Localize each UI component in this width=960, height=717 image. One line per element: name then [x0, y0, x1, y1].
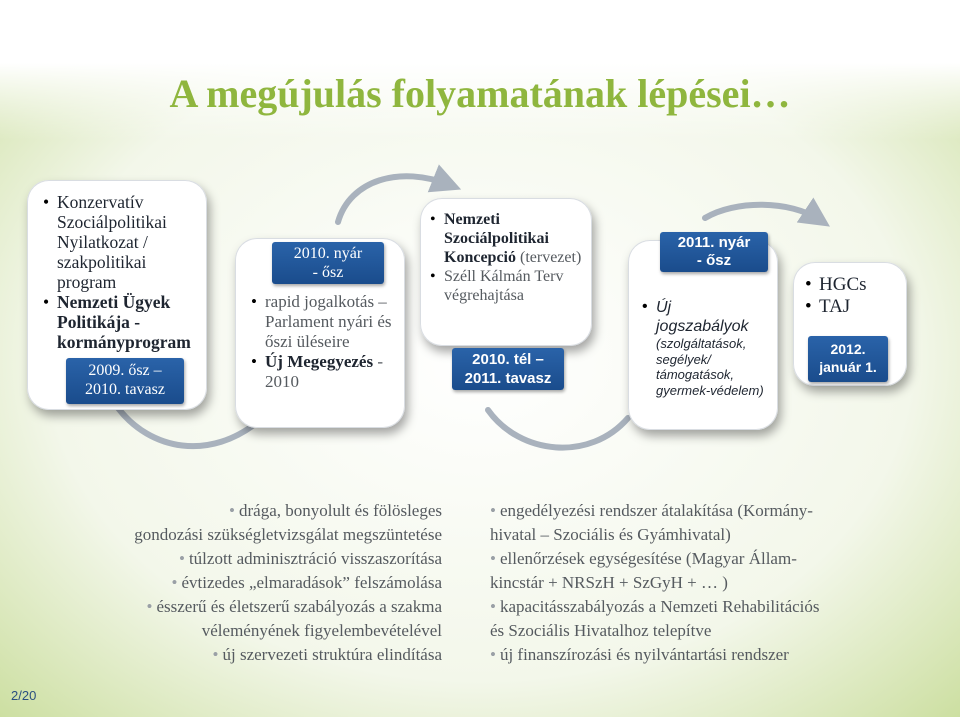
date-tag-4-line2: - ősz: [696, 252, 732, 269]
page-title: A megújulás folyamatának lépései…: [169, 71, 791, 116]
date-tag-5-line2: január 1.: [819, 359, 877, 375]
right-row-6: [490, 619, 940, 643]
left-row-7: [20, 643, 442, 667]
date-tag-5: [808, 336, 888, 382]
right-row-6-text: és Szociális Hivatalhoz telepítve: [490, 621, 712, 640]
right-row-1: [490, 499, 940, 523]
card-2-item-2: [251, 352, 397, 392]
date-tag-2-line2: - ősz: [312, 264, 344, 281]
right-row-4-text: kincstár + NRSzH + SzGyH + … ): [490, 573, 728, 592]
card-1-item-1-text: Konzervatív Szociálpolitikai Nyilatkozat / szakpolitikai program: [57, 192, 167, 292]
date-tag-3: [452, 348, 564, 390]
left-measures-list: [20, 499, 442, 667]
left-row-4: [20, 571, 442, 595]
left-row-4-text: évtizedes „elmaradások” felszámolása: [181, 573, 442, 592]
bullet-icon: •: [229, 501, 235, 520]
date-tag-3-line1: 2010. tél –: [472, 351, 544, 368]
right-row-3: [490, 547, 940, 571]
right-row-3-text: ellenőrzések egységesítése (Magyar Állam-: [499, 549, 797, 568]
right-measures-list: [490, 499, 940, 667]
bullet-icon: •: [146, 597, 153, 616]
date-tag-3-line2: 2011. tavasz: [464, 370, 552, 387]
left-row-2: [20, 523, 442, 547]
right-row-7: [490, 643, 940, 667]
left-row-3-text: túlzott adminisztráció visszaszorítása: [188, 549, 442, 568]
left-row-6: [20, 619, 442, 643]
left-row-1-text: drága, bonyolult és fölösleges: [238, 501, 442, 520]
date-tag-4: [660, 232, 768, 272]
card-5-item-1: [805, 274, 901, 296]
left-row-7-text: új szervezeti struktúra elindítása: [222, 645, 442, 664]
card-5-item-2: [805, 296, 901, 318]
card-1-item-1: [43, 192, 197, 292]
right-row-4: [490, 571, 940, 595]
card-3-list: [430, 210, 586, 305]
bullet-icon: •: [490, 501, 496, 520]
card-3-item-2-text: Széll Kálmán Terv végrehajtása: [444, 268, 564, 304]
card-3-item-1-note: (tervezet): [516, 249, 582, 266]
left-row-1: [20, 499, 442, 523]
bullet-icon: •: [179, 549, 185, 568]
date-tag-5-line1: 2012.: [830, 341, 866, 357]
date-tag-2-line1: 2010. nyár: [293, 245, 363, 262]
bullet-icon: •: [490, 549, 496, 568]
bullet-icon: •: [212, 645, 219, 664]
left-row-2-text: gondozási szükségletvizsgálat megszüntetése: [134, 525, 442, 544]
card-5-list: [805, 274, 901, 318]
left-row-3: [20, 547, 442, 571]
left-row-5-text: ésszerű és életszerű szabályozás a szakma: [156, 597, 442, 616]
card-2-item-1: [251, 292, 397, 352]
right-row-1-text: engedélyezési rendszer átalakítása (Kormány-: [499, 501, 813, 520]
date-tag-2: [272, 242, 384, 284]
card-1-item-2-text: Nemzeti Ügyek Politikája - kormányprogram: [57, 292, 191, 352]
card-3-item-1: [430, 210, 586, 267]
card-2-item-2-text: Új Megegyezés: [265, 352, 374, 371]
card-3-item-2: [430, 267, 586, 305]
card-2-item-1-text: rapid jogalkotás – Parlament nyári és őszi üléseire: [265, 292, 392, 351]
card-4-item-1: [642, 298, 774, 398]
card-3-item-1-text: Nemzeti Szociálpolitikai Koncepció: [444, 211, 549, 266]
date-tag-1-line1: 2009. ősz –: [88, 362, 162, 379]
bullet-icon: •: [490, 597, 496, 616]
card-4-item-1-note: (szolgáltatások, segélyek/ támogatások, gyermek-védelem): [656, 336, 764, 398]
date-tag-1: [66, 358, 184, 404]
bullet-icon: •: [490, 645, 496, 664]
right-row-2: [490, 523, 940, 547]
card-4-item-1-text: • Új jogszabályok: [656, 299, 749, 335]
left-row-5: [20, 595, 442, 619]
bullet-icon: •: [171, 573, 178, 592]
card-2-list: [251, 292, 397, 392]
page-number: 2/20: [11, 688, 37, 703]
card-1-item-2: [43, 292, 197, 352]
right-row-2-text: hivatal – Szociális és Gyámhivatal): [490, 525, 731, 544]
right-row-5-text: kapacitásszabályozás a Nemzeti Rehabilitációs: [499, 597, 820, 616]
card-5-item-2-text: TAJ: [819, 296, 851, 317]
card-4-list: [642, 298, 774, 398]
timeline-card-3: [420, 198, 592, 346]
right-row-5: [490, 595, 940, 619]
left-row-6-text: véleményének figyelembevételével: [201, 621, 442, 640]
card-5-item-1-text: HGCs: [819, 274, 867, 295]
date-tag-4-line1: 2011. nyár: [677, 234, 751, 251]
right-row-7-text: új finanszírozási és nyilvántartási rendszer: [499, 645, 789, 664]
card-1-list: [43, 192, 197, 352]
date-tag-1-line2: 2010. tavasz: [85, 381, 165, 398]
card-2-item-2-year: - 2010: [265, 352, 383, 391]
